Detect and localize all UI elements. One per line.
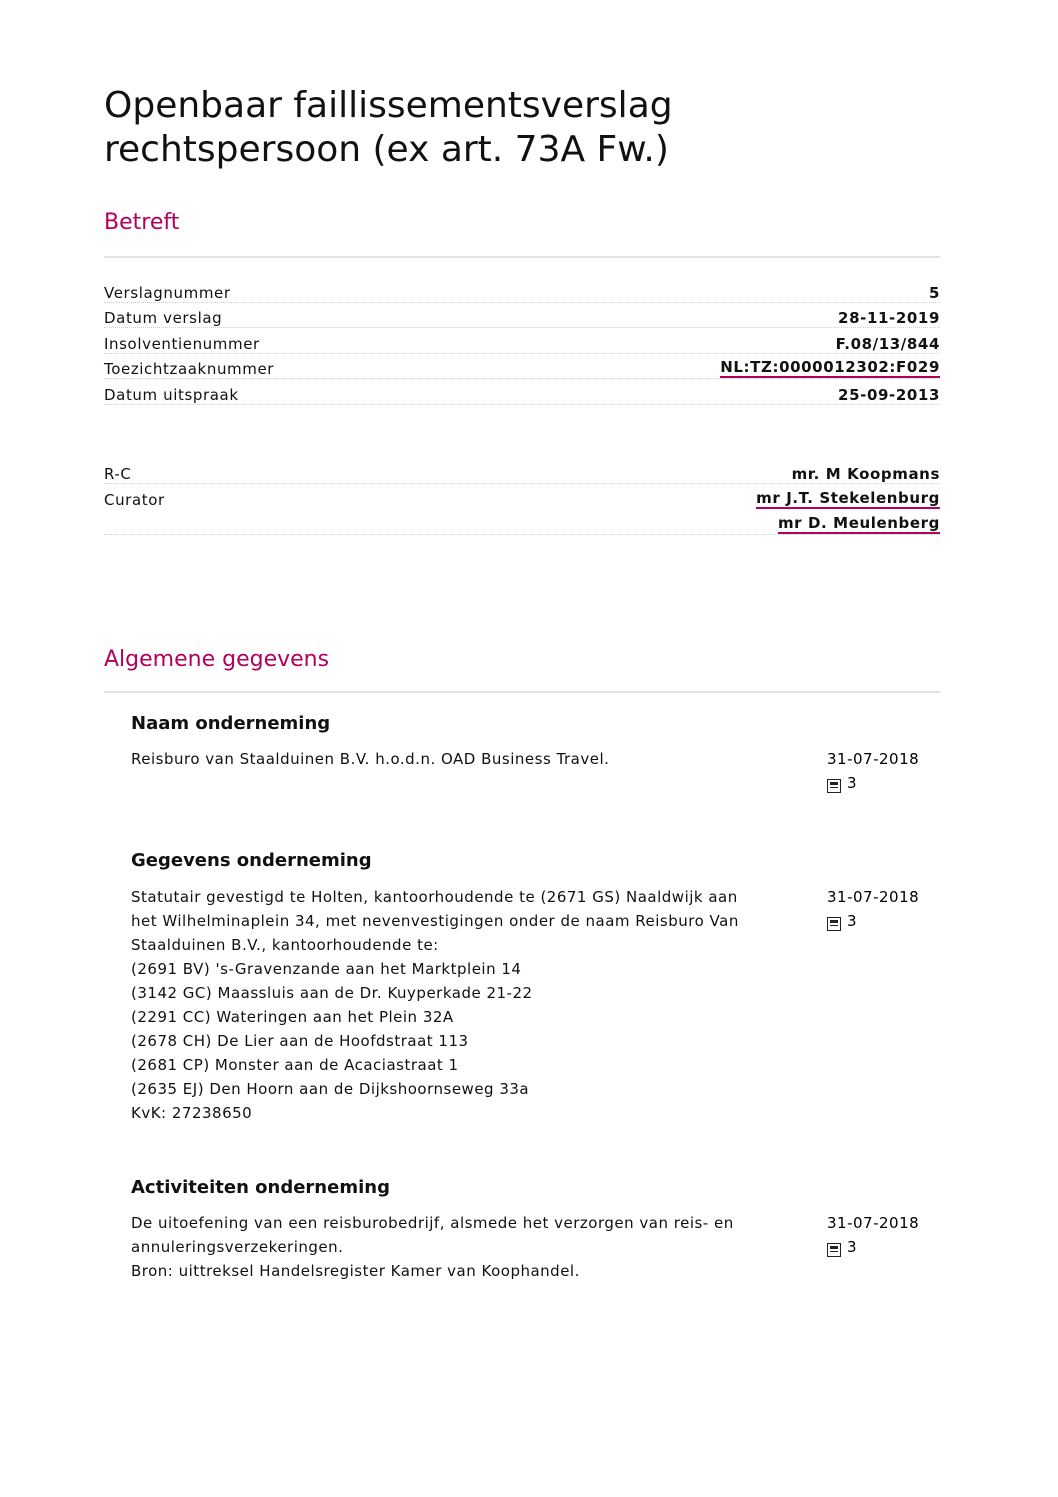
gegevens-onderneming-title: Gegevens onderneming xyxy=(131,850,372,871)
rc-value: mr. M Koopmans xyxy=(791,464,940,483)
text-line: (2691 BV) 's-Gravenzande aan het Marktplein 14 xyxy=(131,960,522,978)
section-meta xyxy=(827,747,937,795)
row-value: 25-09-2013 xyxy=(838,385,940,404)
report-reference[interactable] xyxy=(827,909,937,933)
rc-row xyxy=(104,458,940,484)
text-line: Statutair gevestigd te Holten, kantoorhoudende te (2671 GS) Naaldwijk aan xyxy=(131,888,738,906)
datum-uitspraak-row xyxy=(104,379,940,405)
insolventienummer-row xyxy=(104,328,940,354)
report-reference-number: 3 xyxy=(847,912,858,930)
curator-link-1[interactable]: mr J.T. Stekelenburg xyxy=(756,489,940,507)
text-line: (3142 GC) Maassluis aan de Dr. Kuyperkade 21-22 xyxy=(131,984,533,1002)
section-text xyxy=(131,747,791,771)
text-line: annuleringsverzekeringen. xyxy=(131,1238,344,1256)
row-label: Toezichtzaaknummer xyxy=(104,360,275,378)
section-date: 31-07-2018 xyxy=(827,1214,920,1232)
document-title-line-2: rechtspersoon (ex art. 73A Fw.) xyxy=(104,129,669,170)
row-value: 5 xyxy=(928,283,940,302)
text-line: (2681 CP) Monster aan de Acaciastraat 1 xyxy=(131,1056,459,1074)
report-reference[interactable] xyxy=(827,1235,937,1259)
gegevens-onderneming-block xyxy=(131,885,941,1125)
section-date: 31-07-2018 xyxy=(827,888,920,906)
row-value: F.08/13/844 xyxy=(835,334,940,353)
curator-row xyxy=(104,484,940,510)
toezichtzaaknummer-link[interactable]: NL:TZ:0000012302:F029 xyxy=(720,358,940,376)
report-document-icon xyxy=(827,917,841,931)
report-reference[interactable] xyxy=(827,771,937,795)
betrokkenen-table xyxy=(104,458,940,535)
betreft-heading: Betreft xyxy=(104,210,180,235)
row-label: Datum verslag xyxy=(104,309,223,327)
text-line: het Wilhelminaplein 34, met nevenvestigingen onder de naam Reisburo Van xyxy=(131,912,739,930)
section-meta xyxy=(827,1211,937,1259)
report-document-icon xyxy=(827,779,841,793)
report-document-icon xyxy=(827,1243,841,1257)
text-line: Bron: uittreksel Handelsregister Kamer van Koophandel. xyxy=(131,1262,580,1280)
algemene-gegevens-heading: Algemene gegevens xyxy=(104,647,330,672)
text-line: KvK: 27238650 xyxy=(131,1104,253,1122)
report-reference-number: 3 xyxy=(847,1238,858,1256)
curator-link-2[interactable]: mr D. Meulenberg xyxy=(777,513,940,532)
algemene-gegevens-divider xyxy=(104,691,940,693)
section-date: 31-07-2018 xyxy=(827,750,920,768)
datum-verslag-row xyxy=(104,303,940,329)
activiteiten-onderneming-title: Activiteiten onderneming xyxy=(131,1177,390,1198)
row-label: Datum uitspraak xyxy=(104,385,239,404)
report-reference-number: 3 xyxy=(847,774,858,792)
curator-row-2 xyxy=(104,509,940,535)
row-label: Insolventienummer xyxy=(104,334,260,353)
row-label: Verslagnummer xyxy=(104,283,231,302)
curator-label: Curator xyxy=(104,491,165,509)
document-title-line-1: Openbaar faillissementsverslag xyxy=(104,85,673,126)
document-title xyxy=(104,84,673,172)
text-line: (2678 CH) De Lier aan de Hoofdstraat 113 xyxy=(131,1032,469,1050)
betreft-table xyxy=(104,277,940,405)
text-line: (2635 EJ) Den Hoorn aan de Dijkshoornseweg 33a xyxy=(131,1080,530,1098)
text-line: Staalduinen B.V., kantoorhoudende te: xyxy=(131,936,439,954)
section-meta xyxy=(827,885,937,933)
naam-onderneming-title: Naam onderneming xyxy=(131,713,331,734)
section-text xyxy=(131,885,791,1125)
rc-label: R-C xyxy=(104,464,132,483)
betreft-divider xyxy=(104,256,940,258)
row-value: 28-11-2019 xyxy=(838,309,940,327)
text-line: De uitoefening van een reisburobedrijf, alsmede het verzorgen van reis- en xyxy=(131,1214,734,1232)
toezichtzaaknummer-row xyxy=(104,354,940,380)
text-line: (2291 CC) Wateringen aan het Plein 32A xyxy=(131,1008,454,1026)
activiteiten-onderneming-block xyxy=(131,1211,941,1283)
section-text xyxy=(131,1211,791,1283)
naam-onderneming-block xyxy=(131,747,941,792)
verslagnummer-row xyxy=(104,277,940,303)
text-line: Reisburo van Staalduinen B.V. h.o.d.n. OAD Business Travel. xyxy=(131,750,610,768)
